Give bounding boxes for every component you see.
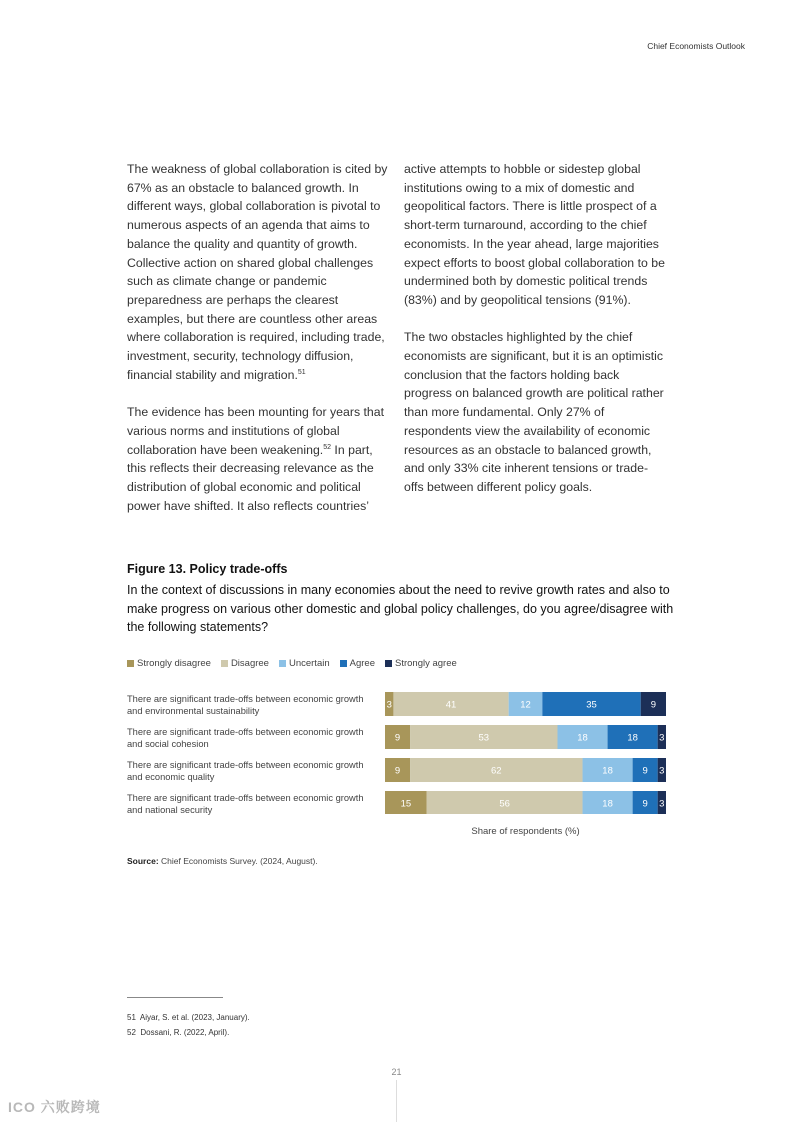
data-label: 9 bbox=[650, 699, 657, 711]
footnote-number: 52 bbox=[127, 1028, 136, 1037]
data-label: 35 bbox=[586, 699, 597, 711]
legend-label: Strongly agree bbox=[395, 658, 457, 669]
footnote-divider bbox=[127, 997, 223, 998]
data-label: 53 bbox=[478, 732, 490, 744]
running-header-title: Chief Economists Outlook bbox=[647, 41, 745, 51]
data-label: 3 bbox=[386, 699, 392, 711]
body-paragraph: The two obstacles highlighted by the chief economists are significant, but it is an optimistic conclusion that the factors holding back progress on balanced growth are political rather than more fundamental. Only 27% of respondents view the availability of economic resources as an obstacle to balanced growth, and only 33% cite inherent tensions or trade-offs between different policy goals. bbox=[404, 330, 664, 494]
footnote-ref[interactable]: 52 bbox=[323, 443, 332, 451]
figure-question: In the context of discussions in many economies about the need to revive growth rates and also to make progress on various other domestic and global policy challenges, do you agree/disagree with the following statements? bbox=[127, 583, 674, 635]
footnote-text: Dossani, R. (2022, April). bbox=[140, 1028, 230, 1037]
body-paragraph bbox=[127, 160, 389, 384]
footnote-number: 51 bbox=[127, 1013, 136, 1022]
legend-item bbox=[279, 658, 330, 669]
body-text: The evidence has been mounting for years that various norms and institutions of global collaboration have been weakening. bbox=[127, 405, 385, 457]
footnote-ref[interactable]: 51 bbox=[297, 368, 306, 376]
data-label: 3 bbox=[659, 732, 665, 744]
legend-label: Strongly disagree bbox=[137, 658, 211, 669]
row-label: There are significant trade-offs between economic growth and economic quality bbox=[127, 760, 364, 782]
data-label: 18 bbox=[627, 732, 638, 744]
legend-swatch bbox=[221, 660, 228, 667]
source-label: Source: bbox=[127, 856, 159, 866]
row-label: There are significant trade-offs between economic growth and social cohesion bbox=[127, 727, 364, 749]
legend-item bbox=[221, 658, 269, 669]
data-label: 18 bbox=[577, 732, 588, 744]
body-column-right bbox=[404, 160, 666, 515]
data-label: 18 bbox=[602, 798, 613, 810]
data-label: 62 bbox=[490, 765, 502, 777]
body-paragraph: active attempts to hobble or sidestep global institutions owing to a mix of domestic and geopolitical factors. There is little prospect of a short-term turnaround, according to the chief economists. In the year ahead, large majorities expect efforts to boost global collaboration to be undermined both by domestic political trends (83%) and by geopolitical tensions (91%). bbox=[404, 162, 665, 307]
data-label: 3 bbox=[659, 798, 665, 810]
page-fold-line bbox=[396, 1080, 397, 1122]
footnote-text: Aiyar, S. et al. (2023, January). bbox=[139, 1013, 250, 1022]
data-label: 18 bbox=[602, 765, 613, 777]
stacked-bar-chart bbox=[385, 690, 667, 814]
page-number: 21 bbox=[391, 1067, 402, 1077]
body-text: In part, this reflects their decreasing relevance as the distribution of global economic and political power have shifted. It also reflects countries’ bbox=[127, 442, 374, 513]
legend-swatch bbox=[279, 660, 286, 667]
data-label: 3 bbox=[659, 765, 665, 777]
data-label: 9 bbox=[394, 732, 401, 744]
row-label: There are significant trade-offs between economic growth and environmental sustainability bbox=[127, 694, 364, 716]
legend-swatch bbox=[385, 660, 392, 667]
row-label: There are significant trade-offs between economic growth and national security bbox=[127, 793, 364, 815]
legend-label: Disagree bbox=[230, 658, 269, 669]
figure-title: Figure 13. Policy trade-offs bbox=[127, 562, 288, 576]
data-label: 56 bbox=[499, 798, 510, 810]
legend-swatch bbox=[127, 660, 134, 667]
body-column-left bbox=[127, 160, 389, 534]
body-paragraph bbox=[127, 403, 389, 515]
legend-item bbox=[385, 658, 457, 669]
data-label: 9 bbox=[642, 765, 648, 777]
data-label: 15 bbox=[400, 798, 412, 810]
legend-item bbox=[340, 658, 375, 669]
watermark-logo: ICO 六败跨境 bbox=[8, 1099, 101, 1115]
legend-label: Uncertain bbox=[288, 658, 330, 669]
figure-source bbox=[127, 856, 318, 866]
data-label: 41 bbox=[445, 699, 457, 711]
legend-swatch bbox=[340, 660, 347, 667]
legend-item bbox=[127, 658, 211, 669]
data-label: 9 bbox=[394, 765, 401, 777]
legend-label: Agree bbox=[349, 658, 375, 669]
footnote-51 bbox=[127, 1013, 250, 1022]
source-text: Chief Economists Survey. (2024, August). bbox=[158, 856, 318, 866]
footnote-52 bbox=[127, 1028, 229, 1037]
chart-legend bbox=[127, 658, 457, 669]
x-axis-label: Share of respondents (%) bbox=[471, 826, 580, 837]
data-label: 9 bbox=[642, 798, 648, 810]
body-text: The weakness of global collaboration is cited by 67% as an obstacle to balanced growth. In different ways, global collaboration is pivotal to numerous aspects of an agenda that aims to balance the quality and quantity of growth. Collective action on shared global challenges such as climate change or pandemic preparedness are perhaps the clearest examples, but there are countless other areas where collaboration is required, including trade, investment, security, technology diffusion, financial stability and migration. bbox=[127, 162, 388, 382]
data-label: 12 bbox=[520, 699, 531, 711]
